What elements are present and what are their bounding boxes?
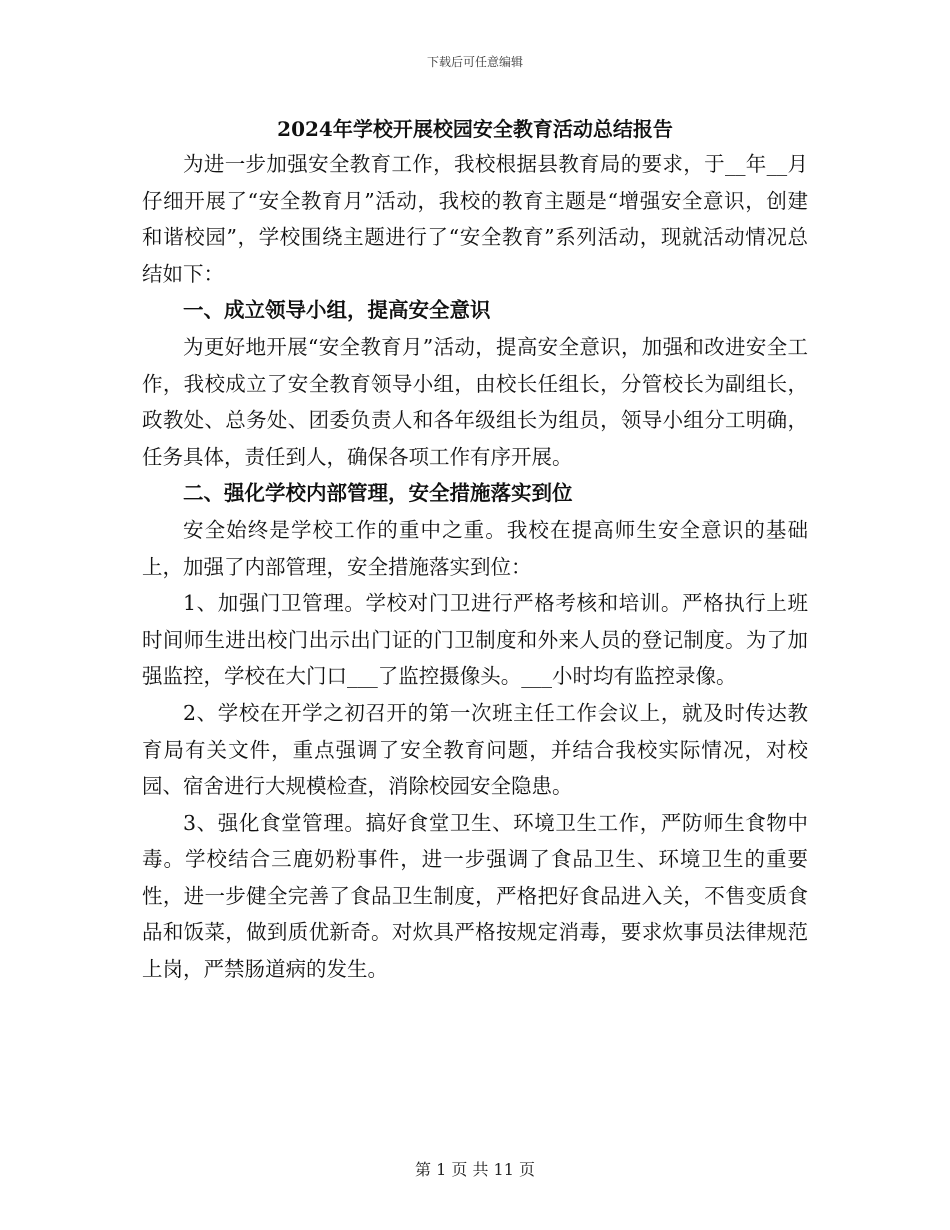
page-number: 第 1 页 共 11 页 — [415, 1160, 535, 1179]
list-item-meeting: 2、学校在开学之初召开的第一次班主任工作会议上，就及时传达教育局有关文件，重点强调了安全教育问题，并结合我校实际情况，对校园、宿舍进行大规模检查，消除校园安全隐患。 — [142, 700, 808, 799]
list-item-gate-management: 1、加强门卫管理。学校对门卫进行严格考核和培训。严格执行上班时间师生进出校门出示出门证的门卫制度和外来人员的登记制度。为了加强监控，学校在大门口___了监控摄像头。___小时均有监控录像。 — [142, 591, 808, 689]
section-1-heading: 一、成立领导小组，提高安全意识 — [183, 298, 491, 323]
header-note: 下载后可任意编辑 — [426, 55, 523, 69]
section-1-paragraph: 为更好地开展“安全教育月”活动，提高安全意识，加强和改进安全工作，我校成立了安全教育领导小组，由校长任组长，分管校长为副组长，政教处、总务处、团委负责人和各年级组长为组员，领导小组分工明确，任务具体，责任到人，确保各项工作有序开展。 — [142, 334, 808, 469]
section-2-paragraph: 安全始终是学校工作的重中之重。我校在提高师生安全意识的基础上，加强了内部管理，安全措施落实到位： — [142, 517, 808, 579]
section-2-heading: 二、强化学校内部管理，安全措施落实到位 — [183, 481, 573, 506]
list-item-canteen: 3、强化食堂管理。搞好食堂卫生、环境卫生工作，严防师生食物中毒。学校结合三鹿奶粉事件，进一步强调了食品卫生、环境卫生的重要性，进一步健全完善了食品卫生制度，严格把好食品进入关，不售变质食品和饭菜，做到质优新奇。对炊具严格按规定消毒，要求炊事员法律规范上岗，严禁肠道病的发生。 — [142, 810, 808, 982]
document-title: 2024年学校开展校园安全教育活动总结报告 — [277, 117, 673, 141]
intro-paragraph: 为进一步加强安全教育工作，我校根据县教育局的要求，于__年__月仔细开展了“安全教育月”活动，我校的教育主题是“增强安全意识，创建和谐校园”，学校围绕主题进行了“安全教育”系列活动，现就活动情况总结如下： — [142, 152, 808, 286]
document-body — [142, 146, 808, 988]
